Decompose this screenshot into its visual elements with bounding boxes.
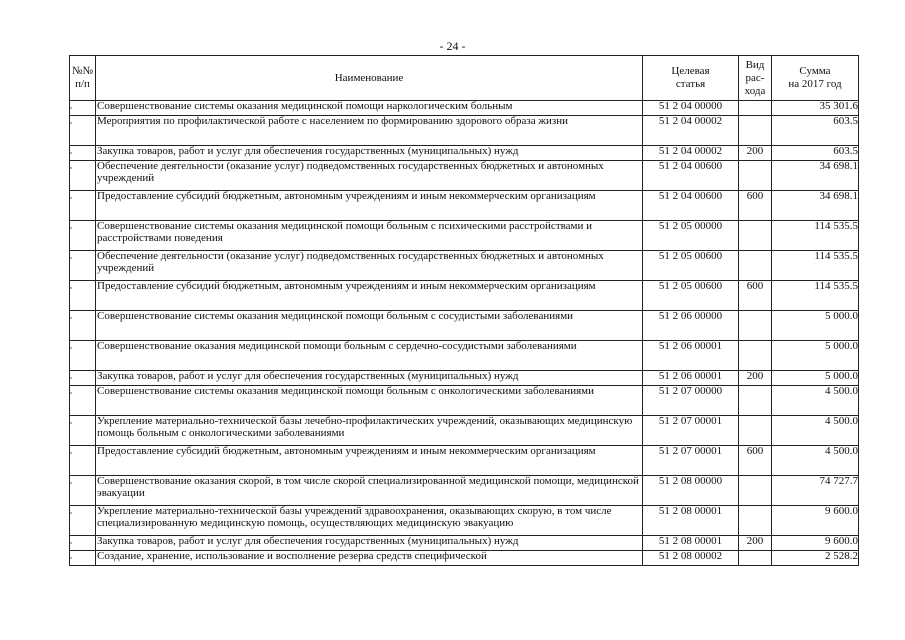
header-vid-line2: рас-	[745, 71, 765, 84]
row-marker	[70, 512, 72, 514]
row-code-cell: 51 2 07 00001	[643, 446, 739, 476]
row-marker	[70, 317, 72, 319]
header-num-line2: п/п	[75, 78, 90, 90]
row-marker	[70, 197, 72, 199]
row-number-cell	[70, 416, 96, 446]
table-row	[70, 221, 859, 251]
row-name-cell: Закупка товаров, работ и услуг для обеспечения государственных (муниципальных) нужд	[96, 146, 643, 161]
row-sum-cell: 4 500.0	[772, 416, 859, 446]
row-marker	[70, 347, 72, 349]
row-vid-cell	[739, 221, 772, 251]
row-vid-cell: 600	[739, 281, 772, 311]
table-row	[70, 116, 859, 146]
row-number-cell	[70, 476, 96, 506]
row-code-cell: 51 2 04 00000	[643, 101, 739, 116]
table-row	[70, 416, 859, 446]
row-marker	[70, 377, 72, 379]
row-number-cell	[70, 221, 96, 251]
row-marker	[70, 452, 72, 454]
row-name-cell: Совершенствование оказания скорой, в том числе скорой специализированной медицинской помощи, медицинской эвакуации	[96, 476, 643, 506]
row-sum-cell: 9 600.0	[772, 536, 859, 551]
row-name-cell: Мероприятия по профилактической работе с населением по формированию здорового образа жизни	[96, 116, 643, 146]
row-number-cell	[70, 311, 96, 341]
row-code-cell: 51 2 08 00001	[643, 536, 739, 551]
row-name-cell: Предоставление субсидий бюджетным, автономным учреждениям и иным некоммерческим организациям	[96, 446, 643, 476]
row-code-cell: 51 2 04 00600	[643, 191, 739, 221]
row-vid-cell: 200	[739, 146, 772, 161]
row-code-cell: 51 2 06 00000	[643, 311, 739, 341]
row-code-cell: 51 2 06 00001	[643, 341, 739, 371]
row-sum-cell: 35 301.6	[772, 101, 859, 116]
row-name-cell: Совершенствование системы оказания медицинской помощи больным с психическими расстройствами и расстройствами поведения	[96, 221, 643, 251]
row-vid-cell	[739, 116, 772, 146]
row-vid-cell	[739, 101, 772, 116]
row-number-cell	[70, 551, 96, 566]
row-marker	[70, 227, 72, 229]
table-row	[70, 476, 859, 506]
row-name-cell: Совершенствование оказания медицинской помощи больным с сердечно-сосудистыми заболеваниями	[96, 341, 643, 371]
header-sum-line1: Сумма	[799, 65, 831, 77]
row-number-cell	[70, 251, 96, 281]
row-number-cell	[70, 536, 96, 551]
table-row	[70, 146, 859, 161]
row-sum-cell: 2 528.2	[772, 551, 859, 566]
row-marker	[70, 122, 72, 124]
row-sum-cell: 4 500.0	[772, 446, 859, 476]
header-name: Наименование	[96, 56, 643, 101]
row-vid-cell: 200	[739, 536, 772, 551]
row-number-cell	[70, 371, 96, 386]
table-row	[70, 386, 859, 416]
row-vid-cell: 200	[739, 371, 772, 386]
table-row	[70, 161, 859, 191]
table-row	[70, 311, 859, 341]
table-row	[70, 506, 859, 536]
row-vid-cell	[739, 551, 772, 566]
header-vid-line3: хода	[744, 84, 766, 97]
row-name-cell: Совершенствование системы оказания медицинской помощи наркологическим больным	[96, 101, 643, 116]
row-marker	[70, 257, 72, 259]
table-row	[70, 191, 859, 221]
page-number: - 24 -	[439, 39, 466, 53]
row-vid-cell	[739, 506, 772, 536]
row-vid-cell	[739, 476, 772, 506]
table-row	[70, 536, 859, 551]
row-code-cell: 51 2 07 00001	[643, 416, 739, 446]
header-sum-line2: на 2017 год	[788, 78, 842, 90]
header-code-line2: статья	[675, 78, 706, 90]
row-marker	[70, 482, 72, 484]
row-number-cell	[70, 386, 96, 416]
row-name-cell: Закупка товаров, работ и услуг для обеспечения государственных (муниципальных) нужд	[96, 536, 643, 551]
table-row	[70, 101, 859, 116]
row-name-cell: Обеспечение деятельности (оказание услуг) подведомственных государственных бюджетных и автономных учреждений	[96, 251, 643, 281]
row-vid-cell: 600	[739, 191, 772, 221]
row-code-cell: 51 2 08 00002	[643, 551, 739, 566]
row-sum-cell: 4 500.0	[772, 386, 859, 416]
table-row	[70, 371, 859, 386]
budget-table	[69, 55, 859, 566]
row-marker	[70, 542, 72, 544]
header-sum	[772, 56, 859, 101]
row-code-cell: 51 2 08 00001	[643, 506, 739, 536]
table-row	[70, 446, 859, 476]
row-sum-cell: 5 000.0	[772, 341, 859, 371]
row-name-cell: Укрепление материально-технической базы учреждений здравоохранения, оказывающих скорую, в том числе специализированную медицинскую помощь, осуществляющих медицинскую эвакуацию	[96, 506, 643, 536]
row-marker	[70, 152, 72, 154]
header-vid	[739, 56, 772, 101]
row-marker	[70, 167, 72, 169]
row-name-cell: Закупка товаров, работ и услуг для обеспечения государственных (муниципальных) нужд	[96, 371, 643, 386]
row-marker	[70, 392, 72, 394]
row-name-cell: Совершенствование системы оказания медицинской помощи больным с онкологическими заболеваниями	[96, 386, 643, 416]
header-vid-line1: Вид	[745, 58, 765, 71]
header-row	[70, 56, 859, 101]
row-sum-cell: 603.5	[772, 146, 859, 161]
table-row	[70, 341, 859, 371]
row-name-cell: Укрепление материально-технической базы лечебно-профилактических учреждений, оказывающих медицинскую помощь больным с онкологическими заболеваниями	[96, 416, 643, 446]
row-code-cell: 51 2 05 00600	[643, 281, 739, 311]
row-number-cell	[70, 116, 96, 146]
header-code-line1: Целевая	[671, 65, 710, 77]
row-sum-cell: 5 000.0	[772, 311, 859, 341]
row-sum-cell: 114 535.5	[772, 251, 859, 281]
row-name-cell: Создание, хранение, использование и восполнение резерва средств специфической	[96, 551, 643, 566]
row-vid-cell: 600	[739, 446, 772, 476]
header-num-line1: №№	[72, 65, 93, 77]
row-marker	[70, 557, 72, 559]
row-code-cell: 51 2 06 00001	[643, 371, 739, 386]
row-vid-cell	[739, 251, 772, 281]
row-number-cell	[70, 101, 96, 116]
row-code-cell: 51 2 04 00002	[643, 116, 739, 146]
row-sum-cell: 114 535.5	[772, 221, 859, 251]
row-vid-cell	[739, 161, 772, 191]
row-sum-cell: 34 698.1	[772, 191, 859, 221]
row-number-cell	[70, 281, 96, 311]
row-marker	[70, 422, 72, 424]
row-number-cell	[70, 161, 96, 191]
row-code-cell: 51 2 05 00000	[643, 221, 739, 251]
row-code-cell: 51 2 04 00600	[643, 161, 739, 191]
row-number-cell	[70, 191, 96, 221]
table-row	[70, 281, 859, 311]
row-number-cell	[70, 446, 96, 476]
row-sum-cell: 34 698.1	[772, 161, 859, 191]
row-code-cell: 51 2 04 00002	[643, 146, 739, 161]
row-marker	[70, 107, 72, 109]
row-sum-cell: 603.5	[772, 116, 859, 146]
row-number-cell	[70, 146, 96, 161]
row-name-cell: Предоставление субсидий бюджетным, автономным учреждениям и иным некоммерческим организациям	[96, 191, 643, 221]
row-name-cell: Предоставление субсидий бюджетным, автономным учреждениям и иным некоммерческим организациям	[96, 281, 643, 311]
row-name-cell: Совершенствование системы оказания медицинской помощи больным с сосудистыми заболеваниями	[96, 311, 643, 341]
row-number-cell	[70, 341, 96, 371]
row-code-cell: 51 2 07 00000	[643, 386, 739, 416]
row-code-cell: 51 2 05 00600	[643, 251, 739, 281]
row-code-cell: 51 2 08 00000	[643, 476, 739, 506]
table-row	[70, 251, 859, 281]
row-sum-cell: 5 000.0	[772, 371, 859, 386]
row-name-cell: Обеспечение деятельности (оказание услуг) подведомственных государственных бюджетных и автономных учреждений	[96, 161, 643, 191]
table-row	[70, 551, 859, 566]
row-vid-cell	[739, 386, 772, 416]
row-sum-cell: 114 535.5	[772, 281, 859, 311]
header-code	[643, 56, 739, 101]
header-num	[70, 56, 96, 101]
row-vid-cell	[739, 311, 772, 341]
table-body	[70, 101, 859, 566]
row-sum-cell: 74 727.7	[772, 476, 859, 506]
row-vid-cell	[739, 341, 772, 371]
row-marker	[70, 287, 72, 289]
row-number-cell	[70, 506, 96, 536]
row-vid-cell	[739, 416, 772, 446]
row-sum-cell: 9 600.0	[772, 506, 859, 536]
